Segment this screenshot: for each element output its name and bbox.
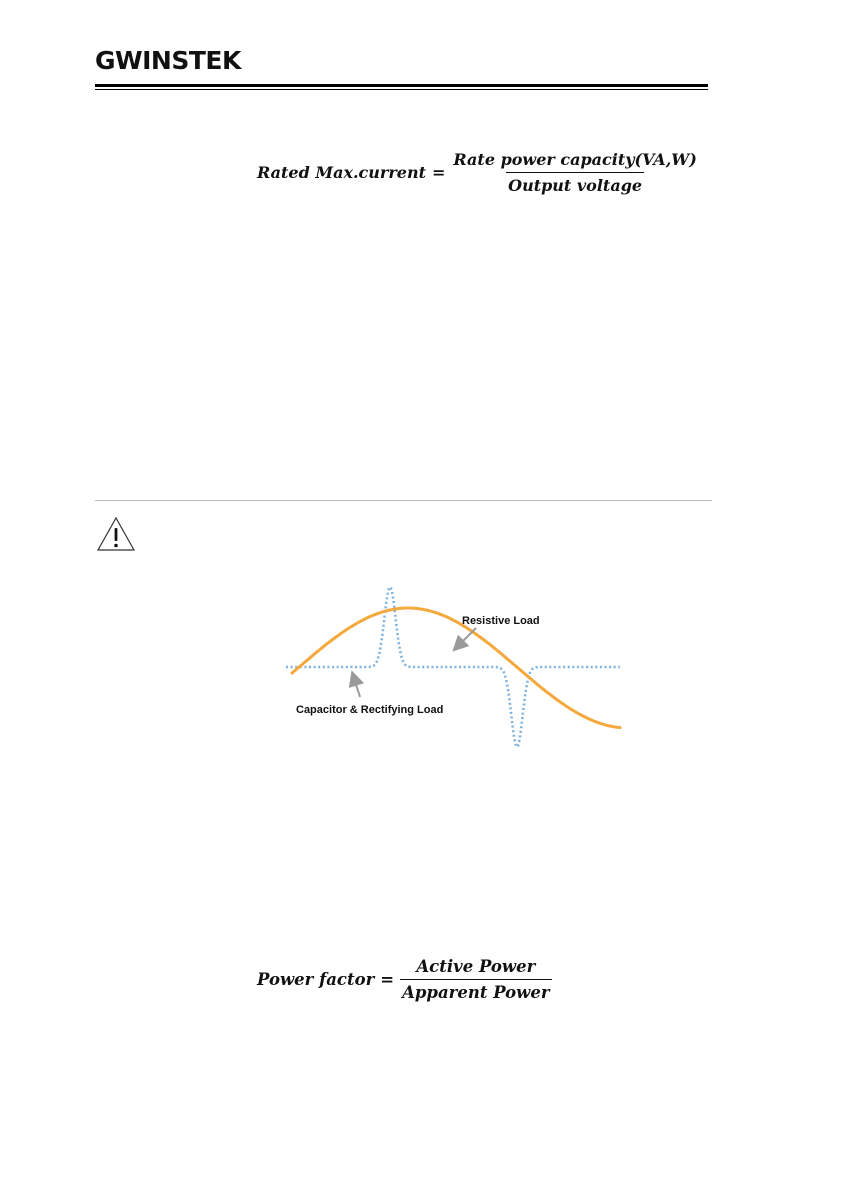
formula-equals: = bbox=[431, 163, 446, 182]
formula-lhs: Power factor bbox=[257, 970, 375, 989]
formula-lhs: Rated Max.current bbox=[257, 163, 426, 182]
formula-equals: = bbox=[380, 970, 395, 989]
capacitor-rectifying-load-wave bbox=[286, 587, 620, 747]
formula-numerator: Rate power capacity(VA,W) bbox=[453, 150, 697, 169]
resistive-load-label: Resistive Load bbox=[462, 615, 540, 627]
resistive-load-arrow bbox=[458, 628, 476, 646]
load-waveform-figure bbox=[286, 580, 626, 755]
caution-triangle-icon bbox=[96, 516, 136, 552]
brand-logo: GWINSTEK bbox=[95, 46, 241, 75]
formula-fraction bbox=[451, 150, 698, 195]
section-divider bbox=[95, 500, 712, 501]
formula-numerator: Active Power bbox=[416, 957, 536, 976]
formula-denominator: Output voltage bbox=[506, 172, 644, 195]
rated-max-current-formula bbox=[257, 150, 699, 195]
header-rule bbox=[95, 84, 708, 87]
capacitor-load-label: Capacitor & Rectifying Load bbox=[296, 704, 444, 716]
power-factor-formula bbox=[257, 957, 552, 1002]
header-rule-thin bbox=[95, 89, 708, 90]
capacitor-load-arrow bbox=[354, 678, 360, 697]
formula-denominator: Apparent Power bbox=[400, 979, 552, 1002]
formula-fraction bbox=[400, 957, 552, 1002]
